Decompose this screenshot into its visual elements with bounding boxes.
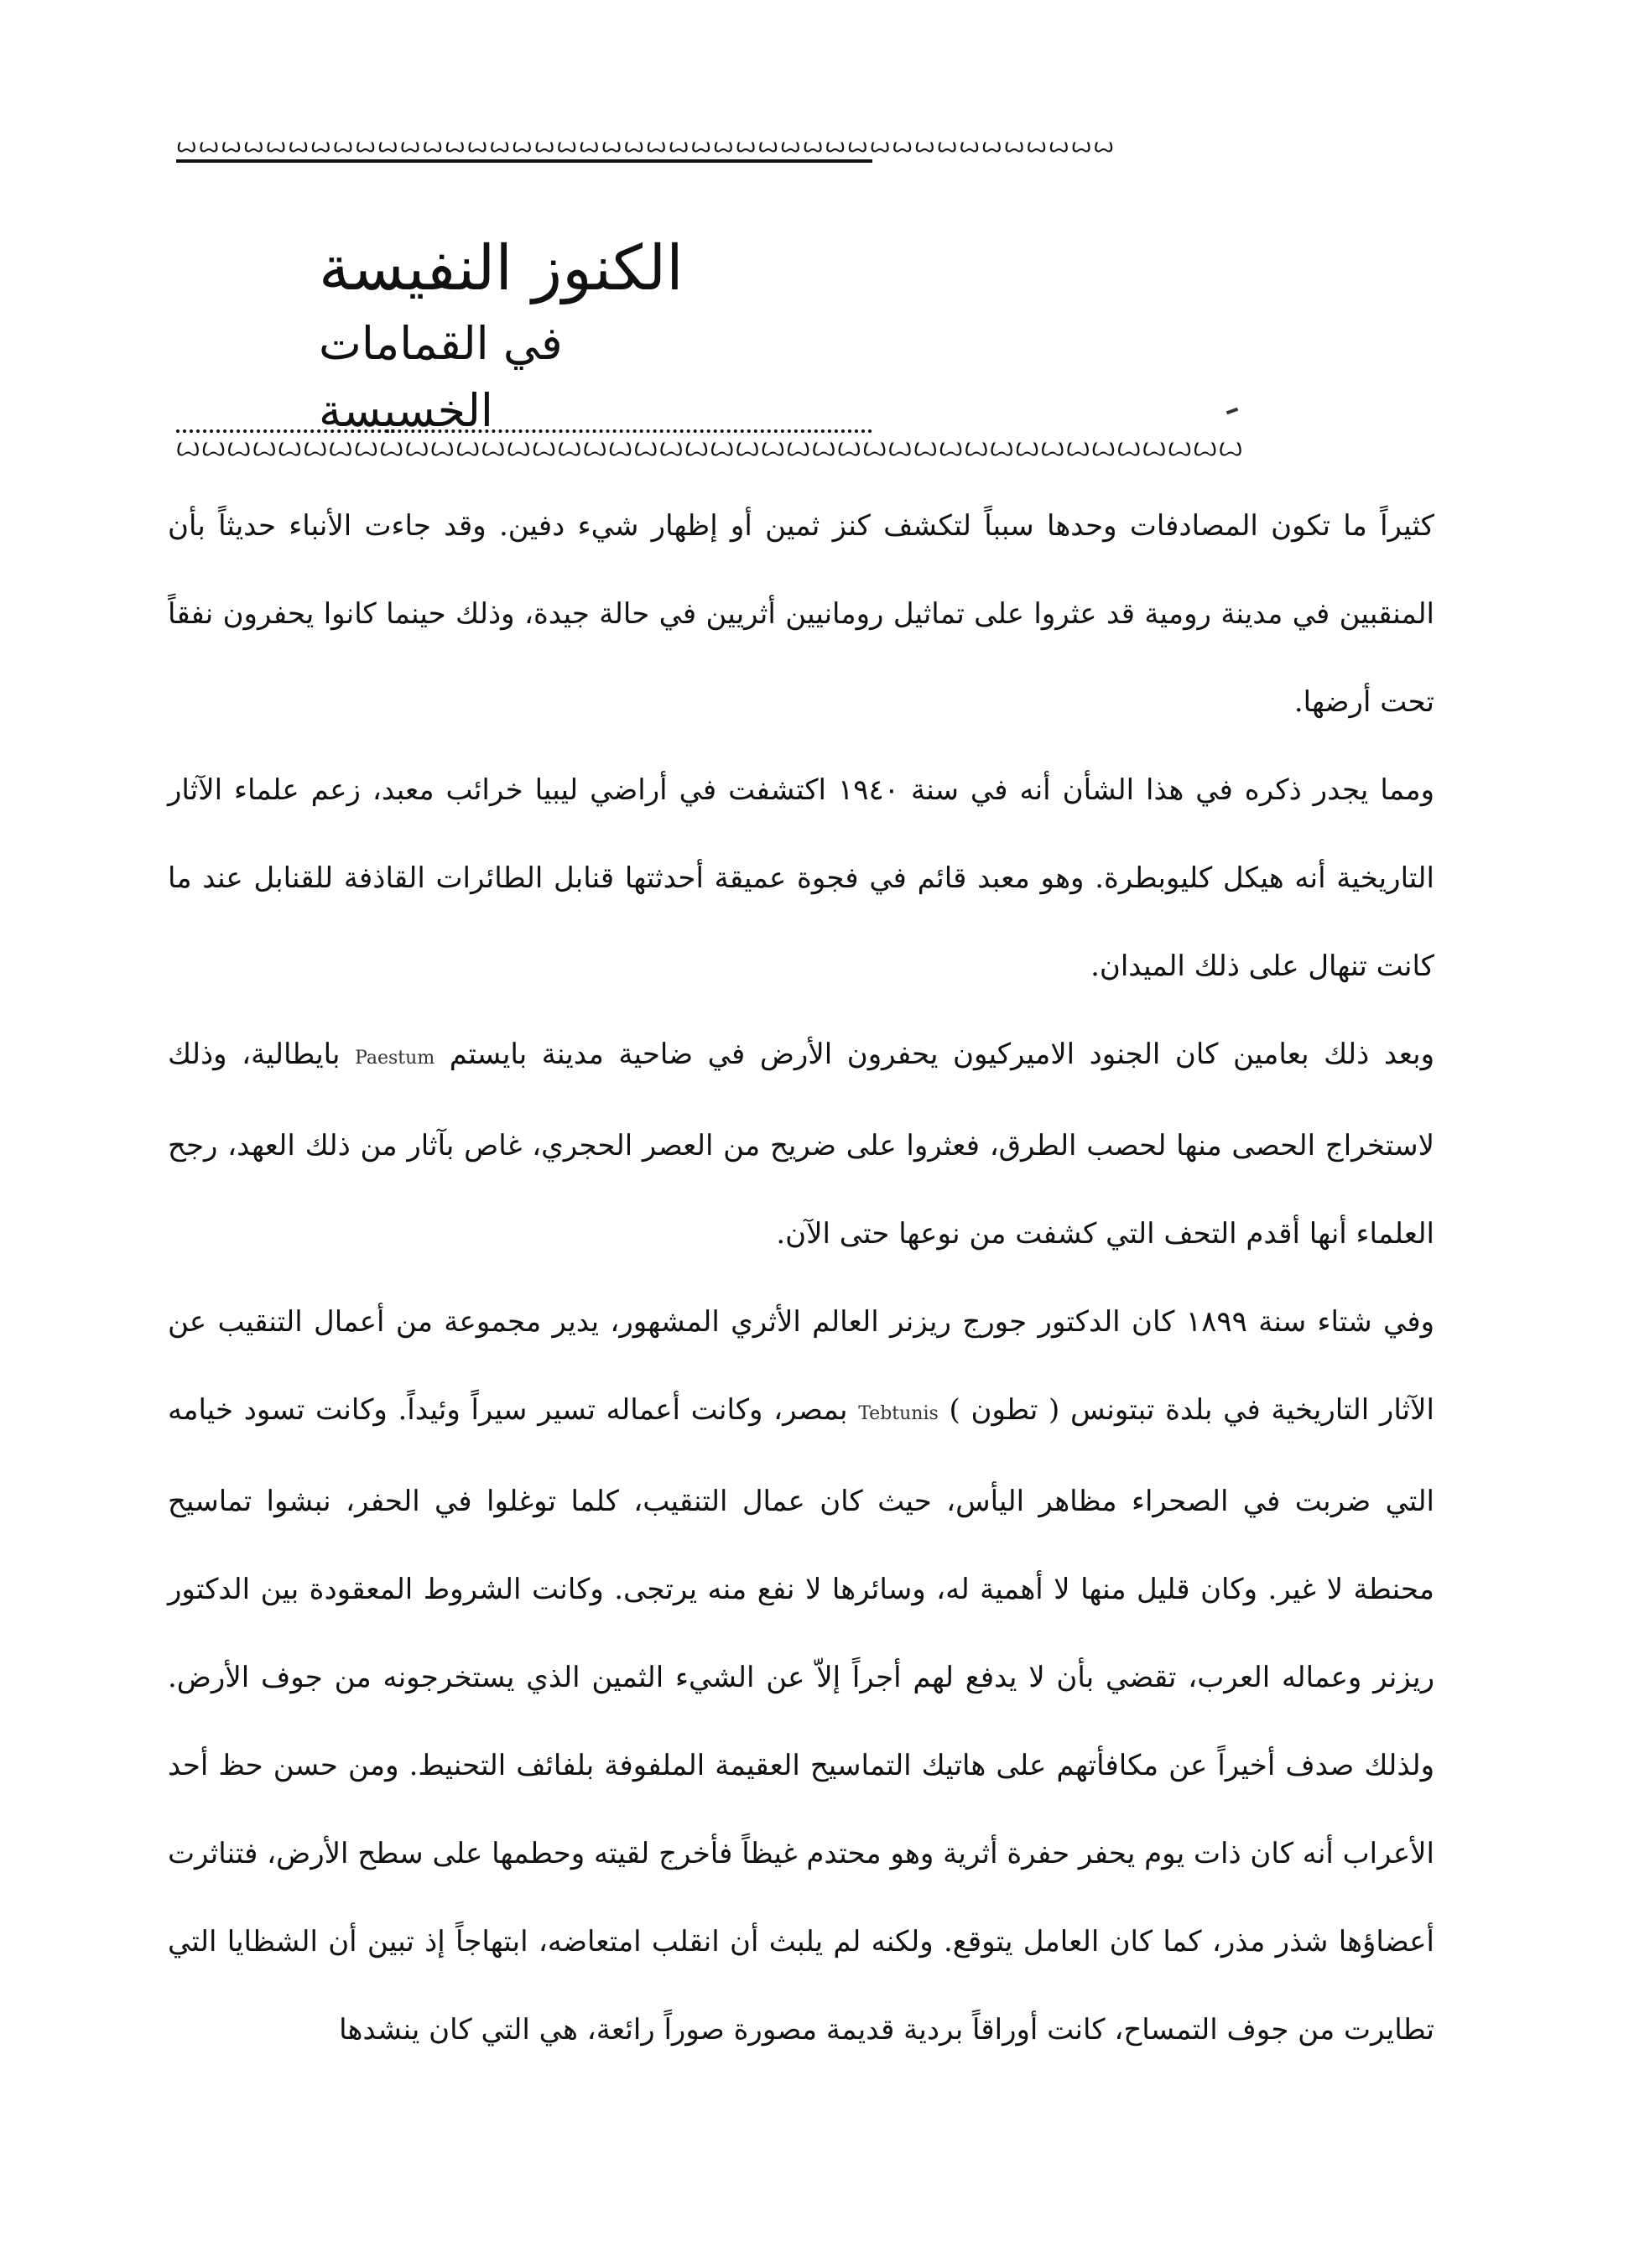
bottom-ornament-border: ꙌꙌꙌꙌꙌꙌꙌꙌꙌꙌꙌꙌꙌꙌꙌꙌꙌꙌꙌꙌꙌꙌꙌꙌꙌꙌꙌꙌꙌꙌꙌꙌꙌꙌꙌꙌꙌꙌꙌꙌꙌꙌ xyxy=(176,429,872,460)
title-block xyxy=(319,226,772,445)
paragraph-3-text-before: وبعد ذلك بعامين كان الجنود الاميركيون يحفرون الأرض في ضاحية مدينة بايستم xyxy=(449,1038,1434,1071)
latin-term-tebtunis: Tebtunis xyxy=(858,1403,939,1424)
paragraph-3 xyxy=(168,1011,1434,1278)
paragraph-1: كثيراً ما تكون المصادفات وحدها سبباً لتكشف كنز ثمين أو إظهار شيء دفين. وقد جاءت الأنباء حديثاً بأن المنقبين في مدينة رومية قد عثروا على تماثيل رومانيين أثريين في حالة جيدة، وذلك حينما كانوا يحفرون نفقاً تحت أرضها. xyxy=(168,509,1434,719)
paragraph-2: ومما يجدر ذكره في هذا الشأن أنه في سنة ١٩٤٠ اكتشفت في أراضي ليبيا خرائب معبد، زعم علماء الآثار التاريخية أنه هيكل كليوبطرة. وهو معبد قائم في فجوة عميقة أحدثتها قنابل الطائرات القاذفة للقنابل عند ما كانت تنهال على ذلك الميدان. xyxy=(168,773,1434,983)
page-title: الكنوز النفيسة xyxy=(319,232,684,304)
page-subtitle: في القمامات الخسيسة xyxy=(319,317,563,437)
top-ornament-border: ꙍꙍꙍꙍꙍꙍꙍꙍꙍꙍꙍꙍꙍꙍꙍꙍꙍꙍꙍꙍꙍꙍꙍꙍꙍꙍꙍꙍꙍꙍꙍꙍꙍꙍꙍꙍꙍꙍꙍꙍꙍꙍ xyxy=(176,134,872,163)
latin-term-paestum: Paestum xyxy=(355,1048,435,1069)
stray-mark xyxy=(1226,408,1239,415)
paragraph-4 xyxy=(168,1278,1434,2074)
paragraph-4-text-after: بمصر، وكانت أعماله تسير سيراً وئيداً. وكانت تسود خيامه التي ضربت في الصحراء مظاهر اليأس، حيث كان عمال التنقيب، كلما توغلوا في الحفر، نبشوا تماسيح محنطة لا غير. وكان قليل منها لا أهمية له، وسائرها لا نفع منه يرتجى. وكانت الشروط المعقودة بين الدكتور ريزنر وعماله العرب، تقضي بأن لا يدفع لهم أجراً إلاّ عن الشيء الثمين الذي يستخرجونه من جوف الأرض. ولذلك صدف أخيراً عن مكافأتهم على هاتيك التماسيح العقيمة الملفوفة بلفائف التحنيط. ومن حسن حظ أحد الأعراب أنه كان ذات يوم يحفر حفرة أثرية وهو محتدم غيظاً فأخرج لقيته وحطمها على سطح الأرض، فتناثرت أعضاؤها شذر مذر، كما كان العامل يتوقع. ولكنه لم يلبث أن انقلب امتعاضه، ابتهاجاً إذ تبين أن الشظايا التي تطايرت من جوف التمساح، كانت أوراقاً بردية قديمة مصورة صوراً رائعة، هي التي كان ينشدها xyxy=(168,1393,1434,2047)
article-body xyxy=(168,482,1434,2074)
paragraph-4-text-before: وفي شتاء سنة ١٨٩٩ كان الدكتور جورج ريزنر العالم الأثري المشهور، يدير مجموعة من أعمال التنقيب عن الآثار التاريخية في بلدة تبتونس ( تطون ) xyxy=(168,1305,1434,1427)
paragraph-3-text-after: بايطالية، وذلك لاستخراج الحصى منها لحصب الطرق، فعثروا على ضريح من العصر الحجري، غاص بآثار من ذلك العهد، رجح العلماء أنها أقدم التحف التي كشفت من نوعها حتى الآن. xyxy=(168,1038,1434,1251)
